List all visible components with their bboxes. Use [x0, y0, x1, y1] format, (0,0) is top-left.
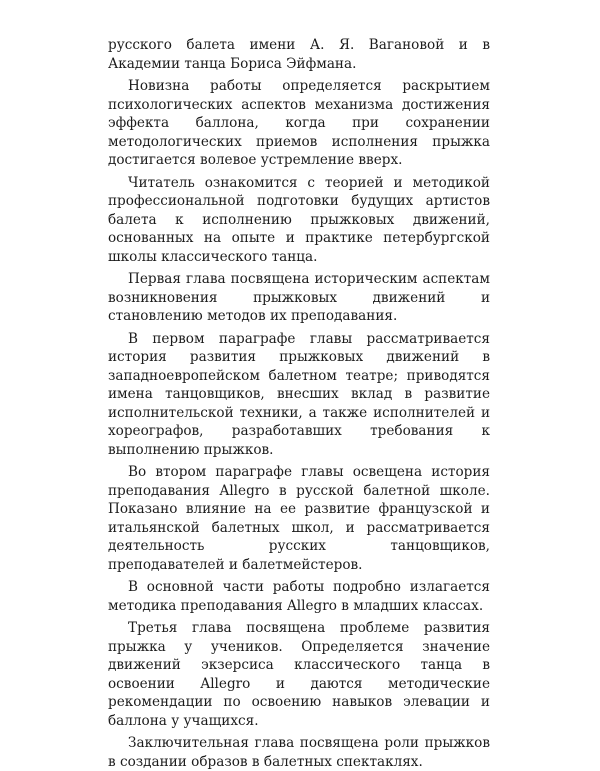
paragraph-main-part: В основной части работы подробно излагается методика преподавания Allegro в младших классах. [108, 579, 490, 614]
page-body-text [108, 36, 490, 771]
paragraph-chapter-three: Третья глава посвящена проблеме развития прыжка у учеников. Определяется значение движений экзерсиса классического танца в освоении Allegro и даются методические рекомендации по освоению навыков элевации и баллона у учащихся. [108, 620, 490, 729]
paragraph-section-one: В первом параграфе главы рассматривается история развития прыжковых движений в западноевропейском балетном театре; приводятся имена танцовщиков, внесших вклад в развитие исполнительской техники, а также исполнителей и хореографов, разработавших требования к выполнению прыжков. [108, 330, 490, 458]
paragraph-novelty: Новизна работы определяется раскрытием психологических аспектов механизма достижения эффекта баллона, когда при сохранении методологических приемов исполнения прыжка достигается волевое устремление вверх. [108, 78, 490, 168]
paragraph-reader: Читатель ознакомится с теорией и методикой профессиональной подготовки будущих артистов балета к исполнению прыжковых движений, основанных на опыте и практике петербургской школы классического танца. [108, 174, 490, 265]
paragraph-section-two: Во втором параграфе главы освещена история преподавания Allegro в русской балетной школе. Показано влияние на ее развитие французской и итальянской балетных школ, и рассматривается деятельность русских танцовщиков, преподавателей и балетмейстеров. [108, 464, 490, 573]
paragraph-final-chapter: Заключительная глава посвящена роли прыжков в создании образов в балетных спектаклях. [108, 735, 490, 770]
paragraph-chapter-one: Первая глава посвящена историческим аспектам возникновения прыжковых движений и становлению методов их преподавания. [108, 271, 490, 324]
paragraph-continuation: русского балета имени А. Я. Вагановой и в Академии танца Бориса Эйфмана. [108, 37, 490, 72]
